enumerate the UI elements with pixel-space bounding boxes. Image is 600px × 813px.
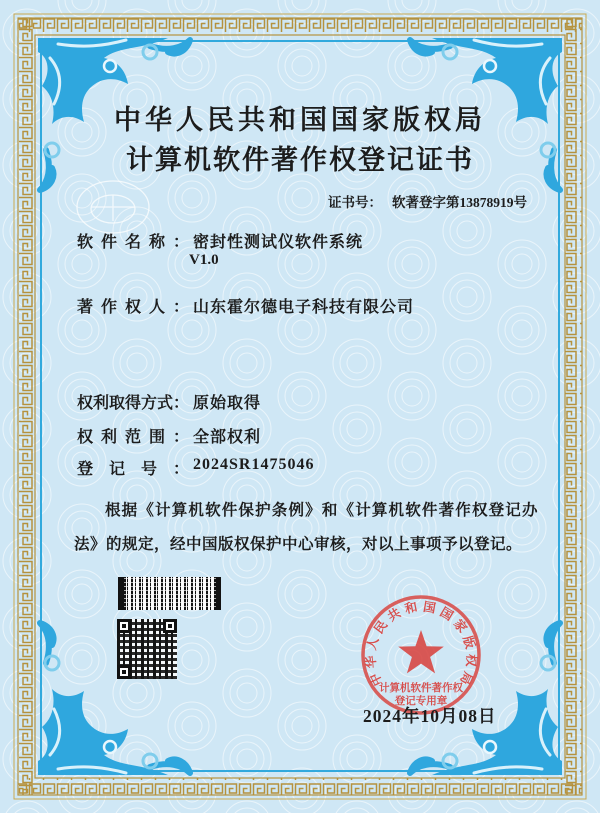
seal-ring-text: 中华人民共和国国家版权局 <box>363 599 479 689</box>
issuer-title: 中华人民共和国国家版权局 <box>114 105 486 135</box>
field-acquisition-method <box>77 390 261 413</box>
certificate-number-value: 软著登字第13878919号 <box>392 195 527 210</box>
certificate-number-row <box>328 191 527 211</box>
field-label: 权利范围： <box>77 429 189 446</box>
qr-finder-top-left <box>117 619 131 633</box>
field-value: 原始取得 <box>193 395 262 412</box>
seal-text-line1: 计算机软件著作权 <box>379 683 463 694</box>
field-value: 2024SR1475046 <box>193 456 315 473</box>
seal-text-line2: 登记专用章 <box>394 696 448 707</box>
field-label: 软件名称： <box>77 234 189 251</box>
field-label: 权利取得方式： <box>77 395 190 412</box>
certificate-title: 计算机软件著作权登记证书 <box>126 145 474 175</box>
field-label: 著作权人： <box>77 299 189 316</box>
field-value: 密封性测试仪软件系统 <box>193 234 364 251</box>
certificate-number-label: 证书号： <box>328 195 382 210</box>
field-registration-number <box>77 456 314 479</box>
field-value: 山东霍尔德电子科技有限公司 <box>193 299 415 316</box>
qr-finder-top-right <box>163 619 177 633</box>
field-copyright-owner <box>77 294 414 317</box>
field-value: 全部权利 <box>193 429 262 446</box>
official-red-seal <box>357 591 485 719</box>
seal-star-icon <box>398 630 444 673</box>
registration-statement: 根据《计算机软件保护条例》和《计算机软件著作权登记办法》的规定，经中国版权保护中心审核，对以上事项予以登记。 <box>74 502 538 553</box>
field-software-name <box>77 229 363 252</box>
field-software-version: V1.0 <box>189 252 219 268</box>
qr-code <box>117 619 177 679</box>
pdf417-barcode <box>118 577 221 610</box>
issue-date: 2024年10月08日 <box>363 706 497 726</box>
qr-finder-bottom-left <box>117 665 131 679</box>
field-rights-scope <box>77 424 261 447</box>
field-label: 登记号： <box>77 461 189 478</box>
